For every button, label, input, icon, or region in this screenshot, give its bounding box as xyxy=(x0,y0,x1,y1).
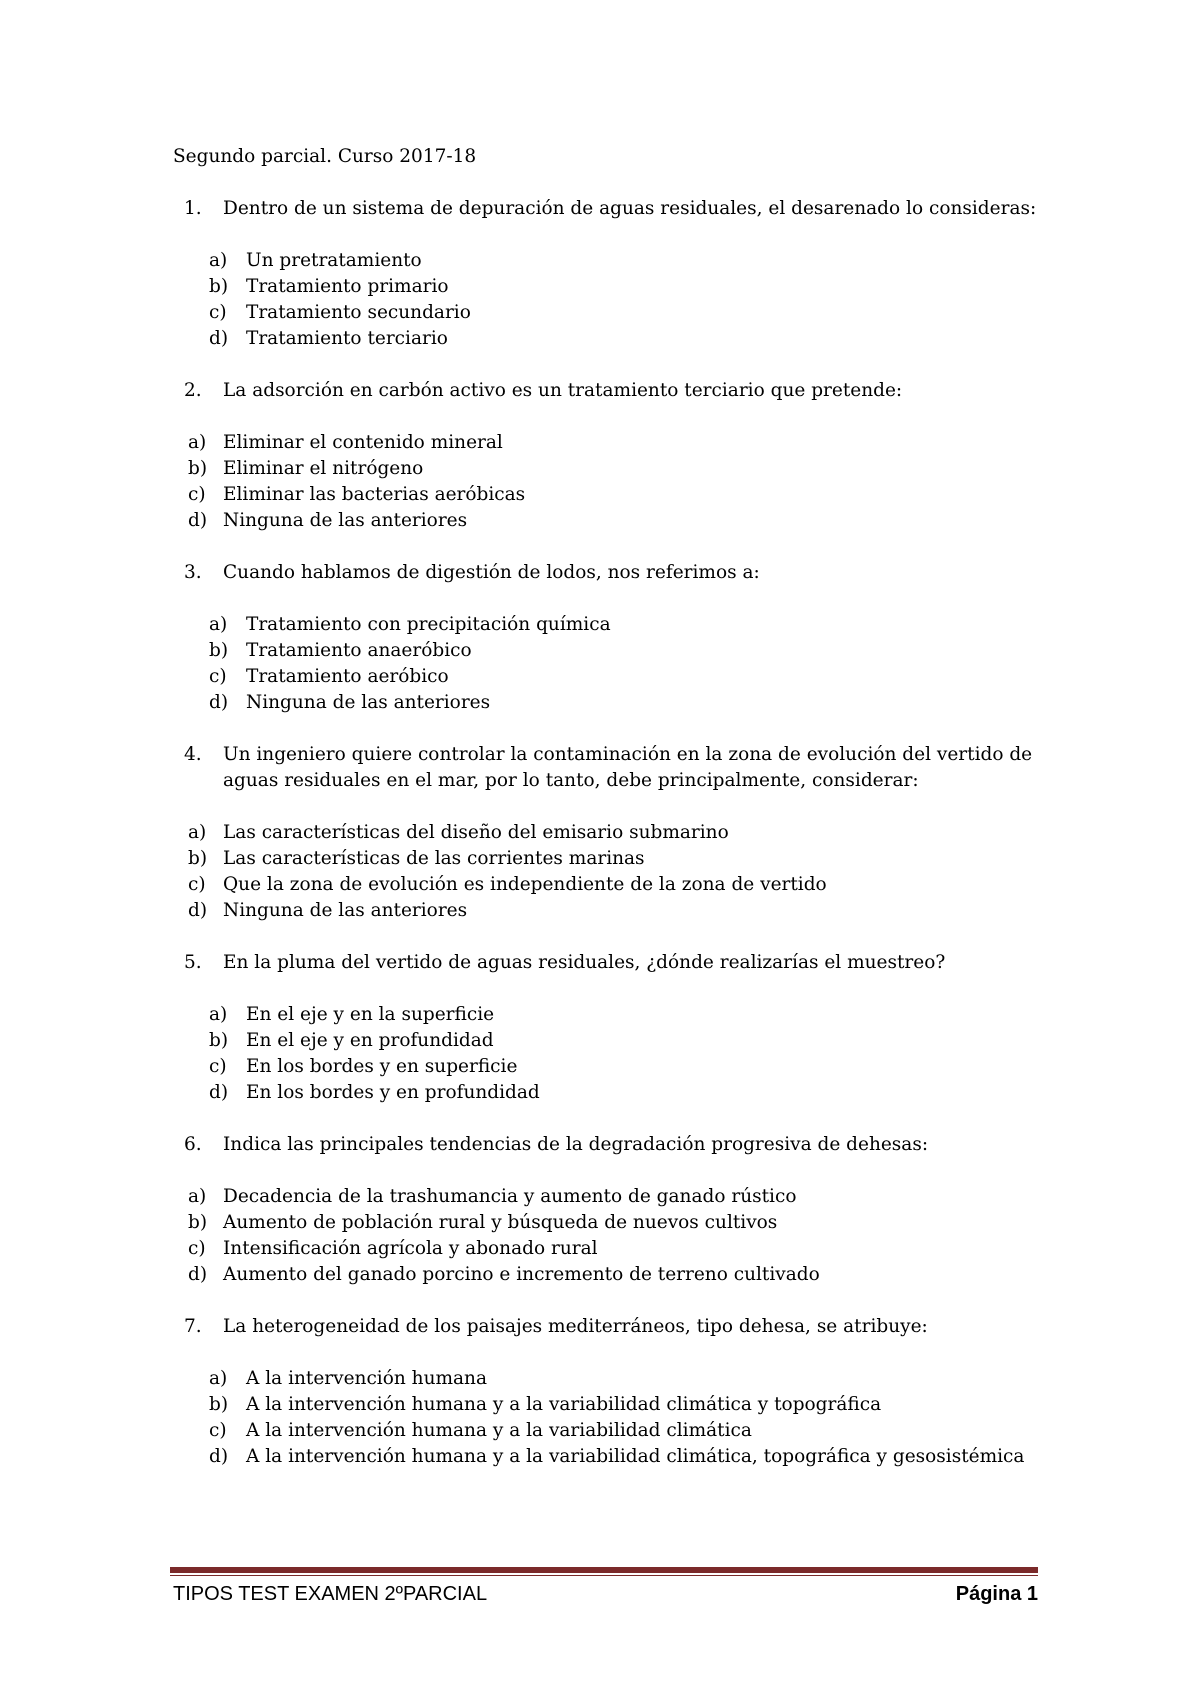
option-letter: c) xyxy=(188,1238,206,1259)
page-number: Página 1 xyxy=(955,1583,1038,1605)
option-text: A la intervención humana y a la variabilidad climática xyxy=(246,1420,752,1441)
option-a xyxy=(173,820,1073,846)
option-letter: d) xyxy=(209,1082,229,1103)
option-letter: a) xyxy=(209,1368,228,1389)
question-text: Indica las principales tendencias de la degradación progresiva de dehesas: xyxy=(223,1134,929,1155)
question-6 xyxy=(173,1132,1073,1158)
option-text: A la intervención humana y a la variabilidad climática y topográfica xyxy=(246,1394,882,1415)
question-number: 5. xyxy=(184,952,202,973)
option-b xyxy=(173,274,1073,300)
option-letter: c) xyxy=(188,484,206,505)
option-letter: b) xyxy=(188,1212,208,1233)
question-5 xyxy=(173,950,1073,976)
option-c xyxy=(173,482,1073,508)
option-letter: b) xyxy=(188,458,208,479)
question-number: 1. xyxy=(184,198,202,219)
question-2 xyxy=(173,378,1073,404)
option-a xyxy=(173,430,1073,456)
footer-divider-thin xyxy=(170,1575,1038,1576)
option-text: A la intervención humana y a la variabilidad climática, topográfica y gesosistémica xyxy=(246,1446,1025,1467)
option-letter: a) xyxy=(209,250,228,271)
option-d xyxy=(173,1262,1073,1288)
question-number: 6. xyxy=(184,1134,202,1155)
option-c xyxy=(173,872,1073,898)
option-letter: c) xyxy=(209,666,227,687)
options-3 xyxy=(173,612,1073,716)
question-4 xyxy=(173,742,1073,794)
option-b xyxy=(173,846,1073,872)
option-a xyxy=(173,1366,1073,1392)
option-letter: b) xyxy=(209,640,229,661)
option-text: Eliminar el contenido mineral xyxy=(223,432,503,453)
question-number: 3. xyxy=(184,562,202,583)
option-b xyxy=(173,1028,1073,1054)
option-letter: d) xyxy=(188,900,208,921)
option-letter: b) xyxy=(209,1030,229,1051)
option-a xyxy=(173,612,1073,638)
question-text: Dentro de un sistema de depuración de aguas residuales, el desarenado lo consideras: xyxy=(223,198,1037,219)
option-b xyxy=(173,1392,1073,1418)
option-letter: b) xyxy=(188,848,208,869)
option-c xyxy=(173,1418,1073,1444)
question-3 xyxy=(173,560,1073,586)
option-letter: d) xyxy=(209,328,229,349)
option-letter: d) xyxy=(188,510,208,531)
option-letter: a) xyxy=(209,1004,228,1025)
option-c xyxy=(173,300,1073,326)
option-text: Que la zona de evolución es independiente de la zona de vertido xyxy=(223,874,827,895)
option-text: Las características del diseño del emisario submarino xyxy=(223,822,729,843)
option-text: Un pretratamiento xyxy=(246,250,422,271)
option-d xyxy=(173,690,1073,716)
option-letter: a) xyxy=(188,432,207,453)
question-1 xyxy=(173,196,1073,222)
option-a xyxy=(173,1002,1073,1028)
option-d xyxy=(173,1444,1073,1470)
option-a xyxy=(173,1184,1073,1210)
option-letter: d) xyxy=(209,692,229,713)
option-b xyxy=(173,456,1073,482)
option-text: Decadencia de la trashumancia y aumento de ganado rústico xyxy=(223,1186,797,1207)
options-2 xyxy=(173,430,1073,534)
option-letter: c) xyxy=(209,1056,227,1077)
option-letter: c) xyxy=(209,1420,227,1441)
option-c xyxy=(173,664,1073,690)
option-d xyxy=(173,1080,1073,1106)
option-letter: c) xyxy=(209,302,227,323)
options-1 xyxy=(173,248,1073,352)
option-b xyxy=(173,638,1073,664)
option-d xyxy=(173,898,1073,924)
question-text: La heterogeneidad de los paisajes mediterráneos, tipo dehesa, se atribuye: xyxy=(223,1316,928,1337)
option-letter: a) xyxy=(209,614,228,635)
option-letter: a) xyxy=(188,1186,207,1207)
option-text: Aumento de población rural y búsqueda de nuevos cultivos xyxy=(223,1212,778,1233)
question-number: 2. xyxy=(184,380,202,401)
question-text: La adsorción en carbón activo es un tratamiento terciario que pretende: xyxy=(223,380,903,401)
option-letter: b) xyxy=(209,1394,229,1415)
document-title: Segundo parcial. Curso 2017-18 xyxy=(173,146,477,167)
option-d xyxy=(173,326,1073,352)
option-d xyxy=(173,508,1073,534)
question-number: 7. xyxy=(184,1316,202,1337)
question-text: Un ingeniero quiere controlar la contaminación en la zona de evolución del vertido de aguas residuales en el mar, por lo tanto, debe principalmente, considerar: xyxy=(223,744,1033,791)
options-5 xyxy=(173,1002,1073,1106)
option-text: A la intervención humana xyxy=(246,1368,487,1389)
option-text: Tratamiento terciario xyxy=(246,328,448,349)
question-number: 4. xyxy=(184,744,202,765)
option-text: En el eje y en profundidad xyxy=(246,1030,494,1051)
option-c xyxy=(173,1054,1073,1080)
option-text: Tratamiento anaeróbico xyxy=(246,640,472,661)
option-text: En el eje y en la superficie xyxy=(246,1004,495,1025)
question-7 xyxy=(173,1314,1073,1340)
option-a xyxy=(173,248,1073,274)
option-text: En los bordes y en superficie xyxy=(246,1056,518,1077)
option-letter: d) xyxy=(209,1446,229,1467)
option-text: Tratamiento con precipitación química xyxy=(246,614,611,635)
option-text: Ninguna de las anteriores xyxy=(223,900,468,921)
option-b xyxy=(173,1210,1073,1236)
options-6 xyxy=(173,1184,1073,1288)
option-text: Tratamiento primario xyxy=(246,276,449,297)
option-text: Eliminar las bacterias aeróbicas xyxy=(223,484,526,505)
question-list xyxy=(173,196,1073,1496)
options-7 xyxy=(173,1366,1073,1470)
option-text: Eliminar el nitrógeno xyxy=(223,458,424,479)
footer-title: TIPOS TEST EXAMEN 2ºPARCIAL xyxy=(173,1583,488,1605)
option-letter: d) xyxy=(188,1264,208,1285)
option-text: En los bordes y en profundidad xyxy=(246,1082,540,1103)
option-text: Las características de las corrientes marinas xyxy=(223,848,645,869)
option-text: Ninguna de las anteriores xyxy=(246,692,491,713)
footer-divider xyxy=(170,1567,1038,1573)
option-text: Tratamiento aeróbico xyxy=(246,666,449,687)
option-text: Intensificación agrícola y abonado rural xyxy=(223,1238,598,1259)
option-letter: c) xyxy=(188,874,206,895)
options-4 xyxy=(173,820,1073,924)
option-letter: a) xyxy=(188,822,207,843)
option-text: Aumento del ganado porcino e incremento de terreno cultivado xyxy=(223,1264,820,1285)
question-text: Cuando hablamos de digestión de lodos, nos referimos a: xyxy=(223,562,760,583)
option-text: Tratamiento secundario xyxy=(246,302,471,323)
option-text: Ninguna de las anteriores xyxy=(223,510,468,531)
option-c xyxy=(173,1236,1073,1262)
option-letter: b) xyxy=(209,276,229,297)
question-text: En la pluma del vertido de aguas residuales, ¿dónde realizarías el muestreo? xyxy=(223,952,946,973)
